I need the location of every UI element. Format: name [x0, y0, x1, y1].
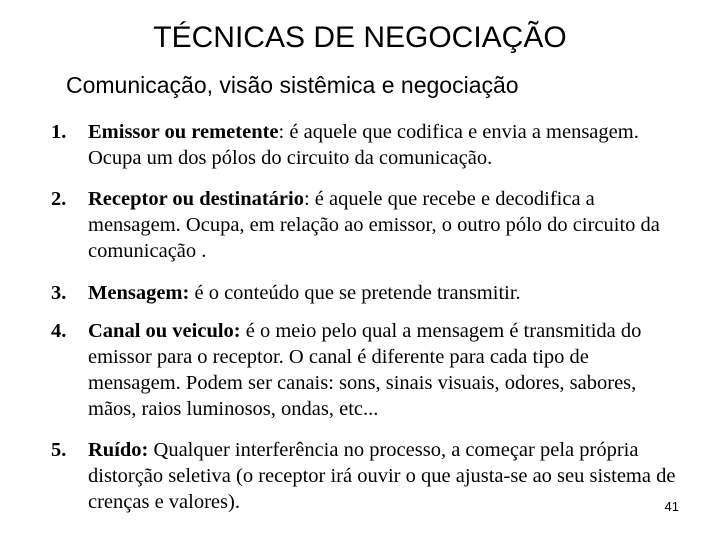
- list-item-receptor: [51, 186, 681, 264]
- list-item-text: Qualquer interferência no processo, a começar pela própria distorção seletiva (o receptor irá ouvir o que ajusta-se ao seu sistema de crenças e valores).: [88, 439, 676, 513]
- page-number: 41: [664, 499, 679, 514]
- slide-title: TÉCNICAS DE NEGOCIAÇÃO: [153, 21, 567, 54]
- list-item-number: 5.: [51, 439, 67, 461]
- list-item-canal: [51, 318, 681, 422]
- list-item-text: é o meio pelo qual a mensagem é transmitida do emissor para o receptor. O canal é diferente para cada tipo de mensagem. Podem ser canais: sons, sinais visuais, odores, sabores, mãos, raios luminosos, ondas, etc...: [88, 320, 642, 420]
- list-item-term: Mensagem:: [88, 282, 190, 304]
- list-item-body: [88, 280, 681, 306]
- list-item-body: [88, 186, 681, 264]
- list-item-number: 3.: [51, 282, 67, 304]
- list-item-term: Emissor ou remetente: [88, 121, 279, 143]
- list-item-body: [88, 318, 681, 422]
- list-item-number: 4.: [51, 320, 67, 342]
- list-item-emissor: [51, 119, 681, 171]
- list-item-term: Receptor ou destinatário: [88, 188, 304, 210]
- list-item-body: [88, 437, 681, 515]
- list-item-body: [88, 119, 681, 171]
- slide-subtitle: Comunicação, visão sistêmica e negociação: [66, 72, 519, 98]
- list-item-mensagem: [51, 280, 681, 306]
- list-item-term: Canal ou veiculo:: [88, 320, 241, 342]
- list-item-ruido: [51, 437, 681, 515]
- list-item-term: Ruído:: [88, 439, 149, 461]
- list-item-number: 2.: [51, 188, 67, 210]
- list-item-text: : é aquele que recebe e decodifica a mensagem. Ocupa, em relação ao emissor, o outro pólo do circuito da comunicação .: [88, 188, 660, 262]
- list-item-number: 1.: [51, 121, 67, 143]
- list-item-text: é o conteúdo que se pretende transmitir.: [189, 282, 521, 304]
- list-item-text: : é aquele que codifica e envia a mensagem. Ocupa um dos pólos do circuito da comunicação.: [88, 121, 639, 169]
